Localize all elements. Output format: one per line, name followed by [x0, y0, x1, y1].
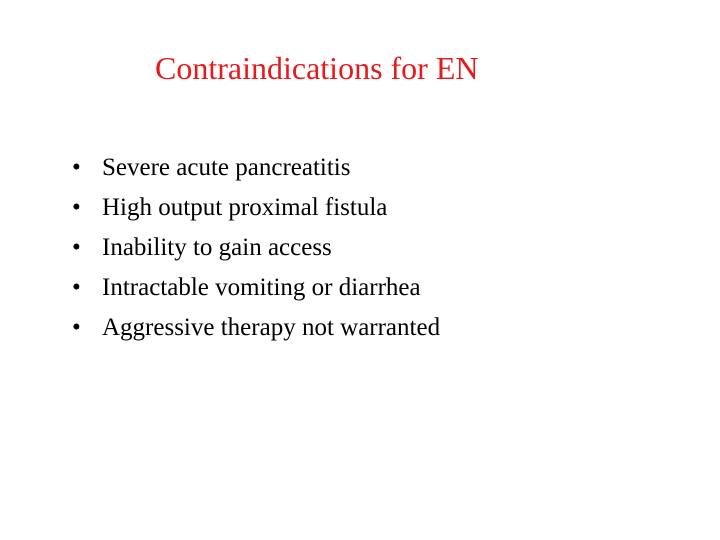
slide-title: Contraindications for EN — [155, 50, 479, 86]
bullet-item — [72, 268, 440, 308]
bullet-text: Aggressive therapy not warranted — [102, 314, 441, 341]
bullet-dot-icon: • — [72, 194, 81, 221]
bullet-item — [72, 308, 440, 348]
bullet-text: Severe acute pancreatitis — [102, 154, 351, 181]
bullet-dot-icon: • — [72, 274, 81, 301]
bullet-dot-icon: • — [72, 234, 81, 261]
bullet-text: High output proximal fistula — [102, 194, 388, 221]
bullet-dot-icon: • — [72, 154, 81, 181]
bullet-list — [72, 148, 440, 348]
bullet-item — [72, 228, 440, 268]
bullet-dot-icon: • — [72, 314, 81, 341]
bullet-item — [72, 188, 440, 228]
bullet-text: Intractable vomiting or diarrhea — [102, 274, 421, 301]
bullet-text: Inability to gain access — [102, 234, 332, 261]
bullet-item — [72, 148, 440, 188]
